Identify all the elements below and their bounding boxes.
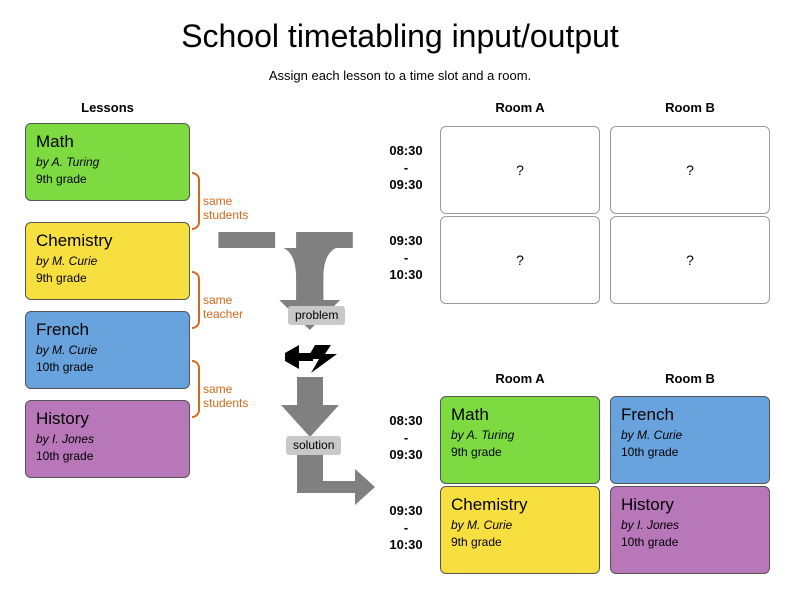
lessons-header: Lessons (81, 100, 134, 115)
constraint-line-2: students (203, 208, 249, 222)
constraint-line-1: same (203, 382, 233, 396)
lesson-grade: 9th grade (36, 271, 87, 285)
solution-slot-r2c1-chemistry[interactable] (440, 486, 600, 574)
problem-slot-r1c1[interactable]: ? (440, 126, 600, 214)
page-subtitle: Assign each lesson to a time slot and a room. (268, 68, 532, 83)
constraint-line-1: same (203, 293, 233, 307)
solution-timeslot-2 (378, 502, 434, 553)
page-title: School timetabling input/output (181, 18, 619, 54)
flow-arrow-graphic (215, 225, 375, 505)
lesson-name: Chemistry (451, 495, 528, 514)
lesson-card-french (25, 311, 190, 389)
lesson-grade: 9th grade (36, 172, 87, 186)
problem-slot-r2c2[interactable]: ? (610, 216, 770, 304)
lesson-name: Math (36, 132, 74, 151)
problem-timeslot-1 (378, 142, 434, 193)
constraint-label-1 (203, 194, 248, 222)
constraint-brace-2 (192, 271, 200, 329)
solution-slot-r1c1-math[interactable] (440, 396, 600, 484)
problem-tag: problem (288, 306, 345, 325)
time-end: 09:30 (389, 447, 423, 462)
time-end: 10:30 (389, 537, 423, 552)
problem-timeslot-2 (378, 232, 434, 283)
lesson-teacher: by M. Curie (451, 518, 513, 532)
lesson-teacher: by M. Curie (621, 428, 683, 442)
solution-tag: solution (286, 436, 341, 455)
lesson-teacher: by M. Curie (36, 343, 98, 357)
constraint-line-1: same (203, 194, 233, 208)
lesson-grade: 10th grade (621, 445, 679, 459)
lesson-grade: 10th grade (36, 360, 94, 374)
lesson-grade: 10th grade (36, 449, 94, 463)
lesson-name: History (621, 495, 674, 514)
solution-room-b-header: Room B (665, 371, 715, 386)
lesson-teacher: by A. Turing (36, 155, 100, 169)
lesson-name: Math (451, 405, 489, 424)
solution-slot-r1c2-french[interactable] (610, 396, 770, 484)
lesson-teacher: by I. Jones (621, 518, 680, 532)
lesson-card-math (25, 123, 190, 201)
time-start: 08:30 (389, 143, 423, 158)
lesson-teacher: by I. Jones (36, 432, 95, 446)
lesson-grade: 10th grade (621, 535, 679, 549)
lesson-grade: 9th grade (451, 535, 502, 549)
solution-room-a-header: Room A (495, 371, 545, 386)
constraint-brace-1 (192, 172, 200, 230)
lesson-name: History (36, 409, 89, 428)
constraint-line-2: students (203, 396, 249, 410)
lesson-name: French (36, 320, 89, 339)
lesson-name: French (621, 405, 674, 424)
lesson-teacher: by M. Curie (36, 254, 98, 268)
lesson-name: Chemistry (36, 231, 113, 250)
constraint-brace-3 (192, 360, 200, 418)
problem-room-a-header: Room A (495, 100, 545, 115)
time-dash: - (403, 430, 409, 445)
lesson-grade: 9th grade (451, 445, 502, 459)
problem-slot-r2c1[interactable]: ? (440, 216, 600, 304)
solution-timeslot-1 (378, 412, 434, 463)
lesson-card-chemistry (25, 222, 190, 300)
lesson-teacher: by A. Turing (451, 428, 515, 442)
time-start: 09:30 (389, 503, 423, 518)
problem-slot-r1c2[interactable]: ? (610, 126, 770, 214)
time-start: 08:30 (389, 413, 423, 428)
time-dash: - (403, 250, 409, 265)
solution-slot-r2c2-history[interactable] (610, 486, 770, 574)
time-dash: - (403, 160, 409, 175)
time-start: 09:30 (389, 233, 423, 248)
constraint-line-2: teacher (203, 307, 244, 321)
problem-room-b-header: Room B (665, 100, 715, 115)
time-end: 09:30 (389, 177, 423, 192)
time-end: 10:30 (389, 267, 423, 282)
time-dash: - (403, 520, 409, 535)
lesson-card-history (25, 400, 190, 478)
